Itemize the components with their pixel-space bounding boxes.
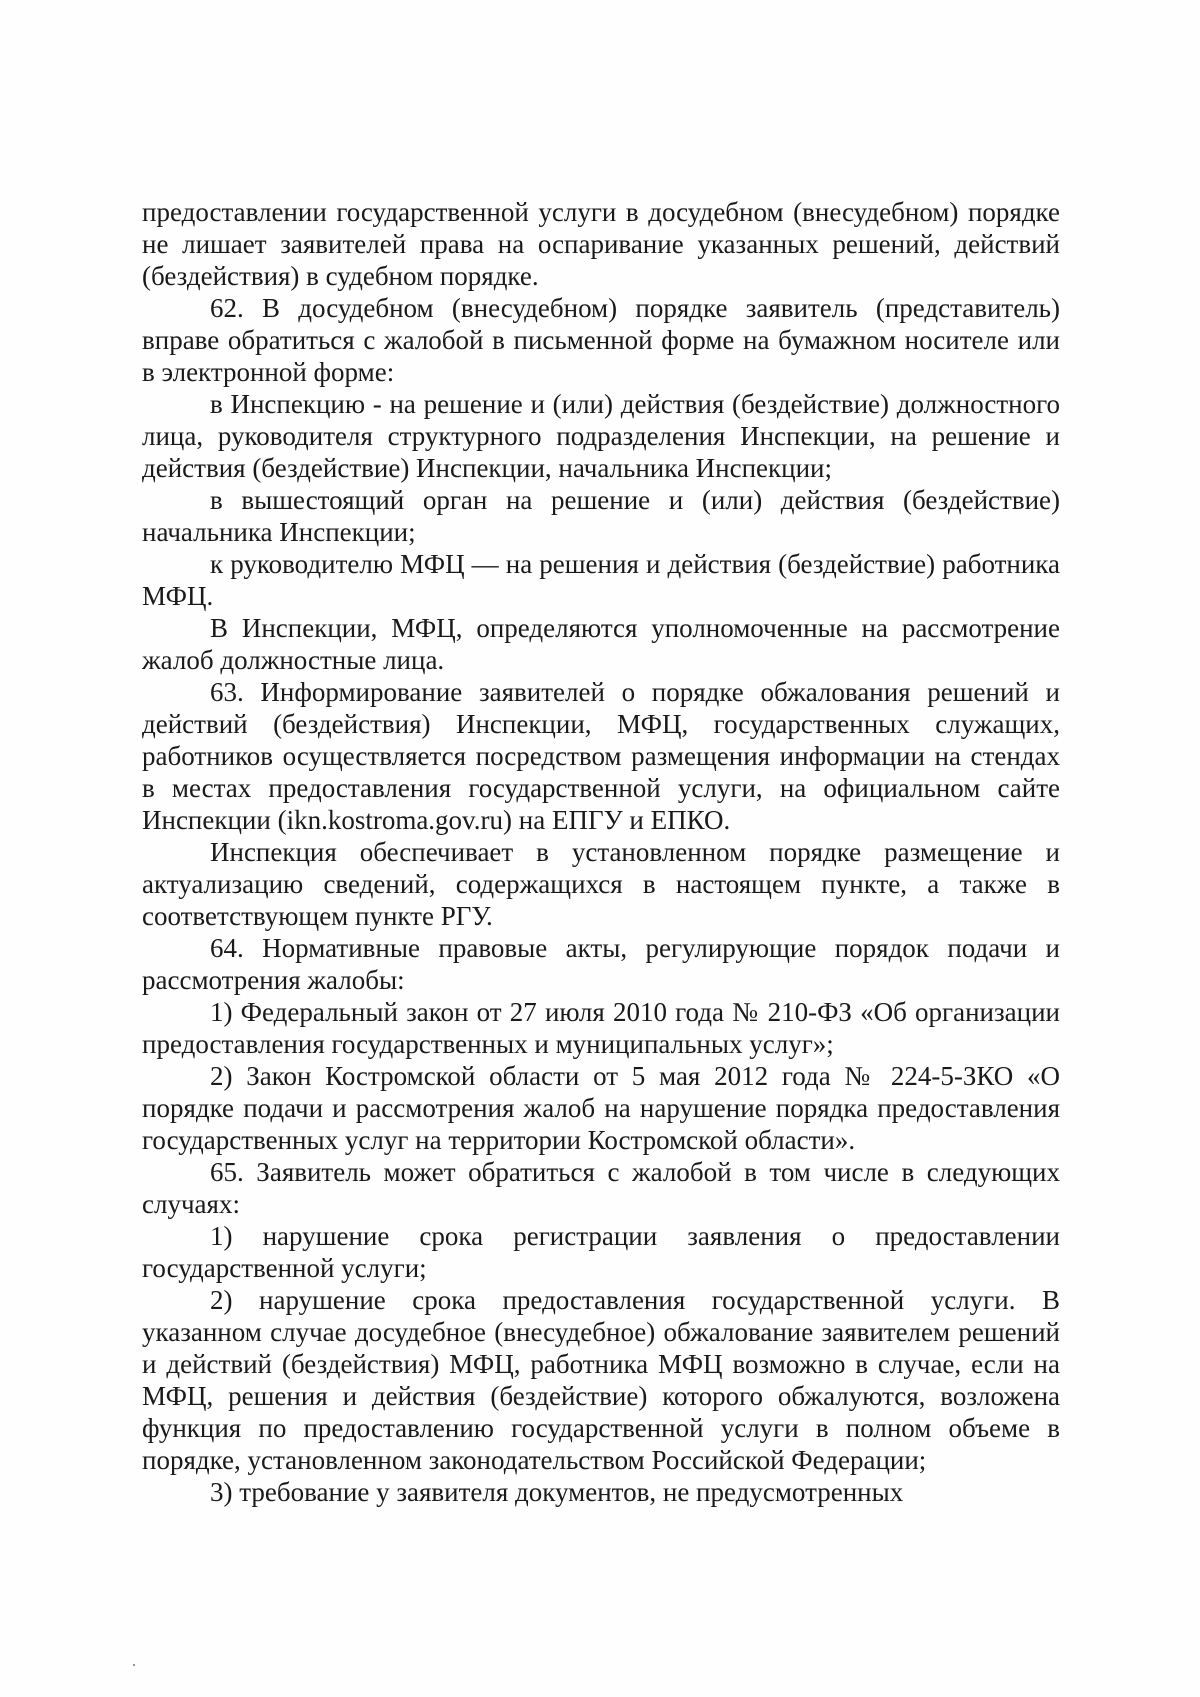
scan-speck: [133, 1664, 135, 1666]
paragraph-65-item-3: 3) требование у заявителя документов, не предусмотренных: [210, 1477, 904, 1507]
paragraph-64-item-1: 1) Федеральный закон от 27 июля 2010 года № 210-ФЗ «Об организации предоставления государственных и муниципальных услуг»;: [142, 997, 1060, 1059]
paragraph-65-item-2: 2) нарушение срока предоставления государственной услуги. В указанном случае досудебное (внесудебное) обжалование заявителем решений и действий (бездействия) МФЦ, работника МФЦ возможно в случае, если на МФЦ, решения и действия (бездействие) которого обжалуются, возложена функция по предоставлению государственной услуги в полном объеме в порядке, установленном законодательством Российской Федерации;: [142, 1285, 1060, 1475]
paragraph-64-item-2: 2) Закон Костромской области от 5 мая 2012 года № 224-5-ЗКО «О порядке подачи и рассмотрения жалоб на нарушение порядка предоставления государственных услуг на территории Костромской области».: [142, 1061, 1060, 1155]
paragraph-62-inspection: в Инспекцию - на решение и (или) действия (бездействие) должностного лица, руководителя структурного подразделения Инспекции, на решение и действия (бездействие) Инспекции, начальника Инспекции;: [142, 389, 1060, 483]
paragraph-64: 64. Нормативные правовые акты, регулирующие порядок подачи и рассмотрения жалобы:: [142, 933, 1060, 995]
paragraph-62: 62. В досудебном (внесудебном) порядке заявитель (представитель) вправе обратиться с жалобой в письменной форме на бумажном носителе или в электронной форме:: [142, 293, 1060, 387]
paragraph-63: 63. Информирование заявителей о порядке обжалования решений и действий (бездействия) Инспекции, МФЦ, государственных служащих, работников осуществляется посредством размещения информации на стендах в местах предоставления государственной услуги, на официальном сайте Инспекции (ikn.kostroma.gov.ru) на ЕПГУ и ЕПКО.: [142, 677, 1060, 835]
paragraph-63-provision: Инспекция обеспечивает в установленном порядке размещение и актуализацию сведений, содержащихся в настоящем пункте, а также в соответствующем пункте РГУ.: [142, 837, 1060, 931]
paragraph-62-authorized: В Инспекции, МФЦ, определяются уполномоченные на рассмотрение жалоб должностные лица.: [142, 613, 1060, 675]
paragraph-62-higher-body: в вышестоящий орган на решение и (или) действия (бездействие) начальника Инспекции;: [142, 485, 1060, 547]
paragraph-62-mfc-head: к руководителю МФЦ — на решения и действия (бездействие) работника МФЦ.: [142, 549, 1060, 611]
paragraph-65: 65. Заявитель может обратиться с жалобой в том числе в следующих случаях:: [142, 1157, 1060, 1219]
paragraph-65-item-1: 1) нарушение срока регистрации заявления о предоставлении государственной услуги;: [142, 1221, 1060, 1283]
document-body: [142, 196, 1060, 1508]
paragraph-continuation: предоставлении государственной услуги в досудебном (внесудебном) порядке не лишает заявителей права на оспаривание указанных решений, действий (бездействия) в судебном порядке.: [142, 197, 1060, 291]
